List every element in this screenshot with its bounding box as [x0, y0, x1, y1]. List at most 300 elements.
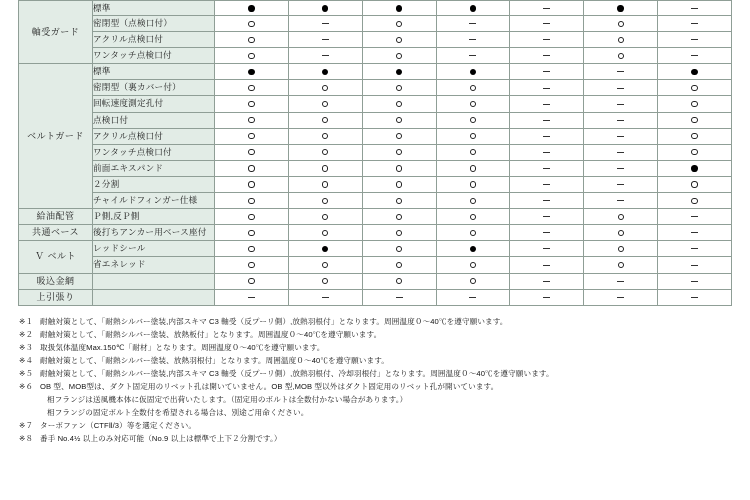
footnote [19, 367, 735, 380]
availability-cell [215, 1, 289, 16]
availability-cell [362, 160, 436, 176]
availability-cell [584, 241, 658, 257]
open-circle-icon [396, 149, 402, 155]
dash-icon [617, 152, 624, 153]
open-circle-icon [470, 278, 476, 284]
availability-cell [584, 1, 658, 16]
open-circle-icon [470, 85, 476, 91]
availability-cell [658, 160, 732, 176]
open-circle-icon [248, 246, 254, 252]
availability-cell [658, 273, 732, 289]
dash-icon [543, 281, 550, 282]
availability-cell [658, 209, 732, 225]
availability-cell [288, 32, 362, 48]
dash-icon [469, 39, 476, 40]
availability-cell [288, 241, 362, 257]
filled-circle-icon [248, 69, 254, 75]
dash-icon [322, 39, 329, 40]
availability-cell [510, 289, 584, 305]
open-circle-icon [618, 53, 624, 59]
availability-cell [510, 241, 584, 257]
filled-circle-icon [470, 246, 476, 252]
open-circle-icon [396, 101, 402, 107]
availability-cell [658, 96, 732, 112]
availability-cell [584, 32, 658, 48]
option-label: ワンタッチ点検口付 [93, 48, 215, 64]
row-group-label: 吸込金網 [19, 273, 93, 289]
availability-cell [584, 225, 658, 241]
dash-icon [469, 23, 476, 24]
availability-cell [215, 32, 289, 48]
footnote [19, 315, 735, 328]
option-label: 密閉型（点検口付） [93, 16, 215, 32]
availability-cell [362, 112, 436, 128]
filled-circle-icon [691, 165, 697, 171]
dash-icon [543, 39, 550, 40]
availability-cell [584, 80, 658, 96]
option-label: 標準 [93, 1, 215, 16]
open-circle-icon [248, 181, 254, 187]
dash-icon [248, 297, 255, 298]
availability-cell [510, 144, 584, 160]
option-label: ワンタッチ点検口付 [93, 144, 215, 160]
availability-cell [584, 112, 658, 128]
availability-cell [215, 209, 289, 225]
table-row [19, 48, 732, 64]
open-circle-icon [470, 165, 476, 171]
dash-icon [543, 104, 550, 105]
availability-cell [510, 225, 584, 241]
open-circle-icon [248, 214, 254, 220]
availability-cell [215, 289, 289, 305]
availability-cell [510, 80, 584, 96]
footnote-line: 取扱気体温度Max.150℃「耐材」となります。周囲温度０〜40℃を遵守願います。 [40, 342, 325, 352]
open-circle-icon [618, 214, 624, 220]
dash-icon [543, 71, 550, 72]
table-row [19, 241, 732, 257]
footnote [19, 432, 735, 445]
availability-cell [584, 209, 658, 225]
availability-cell [510, 209, 584, 225]
footnote-marker: ※７ [19, 421, 34, 431]
open-circle-icon [470, 149, 476, 155]
availability-cell [362, 144, 436, 160]
table-row [19, 96, 732, 112]
footnote-text [40, 354, 735, 367]
availability-cell [436, 225, 510, 241]
open-circle-icon [248, 133, 254, 139]
open-circle-icon [322, 198, 328, 204]
table-row [19, 160, 732, 176]
dash-icon [691, 216, 698, 217]
availability-cell [658, 144, 732, 160]
availability-cell [215, 128, 289, 144]
open-circle-icon [396, 133, 402, 139]
availability-cell [584, 257, 658, 273]
open-circle-icon [248, 198, 254, 204]
open-circle-icon [691, 101, 697, 107]
availability-cell [362, 48, 436, 64]
dash-icon [543, 265, 550, 266]
footnote-text [40, 367, 735, 380]
filled-circle-icon [396, 69, 402, 75]
open-circle-icon [691, 133, 697, 139]
availability-cell [436, 144, 510, 160]
open-circle-icon [470, 198, 476, 204]
open-circle-icon [248, 101, 254, 107]
availability-cell [288, 257, 362, 273]
footnote-marker: ※１ [19, 316, 34, 326]
dash-icon [617, 200, 624, 201]
dash-icon [543, 200, 550, 201]
open-circle-icon [248, 149, 254, 155]
dash-icon [617, 297, 624, 298]
open-circle-icon [396, 85, 402, 91]
option-label: 点検口付 [93, 112, 215, 128]
option-label: 密閉型（裏カバー付） [93, 80, 215, 96]
footnote-marker: ※３ [19, 342, 34, 352]
dash-icon [322, 297, 329, 298]
availability-cell [584, 160, 658, 176]
open-circle-icon [396, 230, 402, 236]
open-circle-icon [322, 278, 328, 284]
option-label: 回転速度測定孔付 [93, 96, 215, 112]
dash-icon [691, 39, 698, 40]
availability-cell [215, 176, 289, 192]
open-circle-icon [618, 230, 624, 236]
footnote-text [40, 419, 735, 432]
open-circle-icon [691, 117, 697, 123]
dash-icon [322, 55, 329, 56]
availability-cell [584, 193, 658, 209]
availability-cell [510, 273, 584, 289]
option-label: レッドシール [93, 241, 215, 257]
open-circle-icon [618, 21, 624, 27]
dash-icon [543, 8, 550, 9]
availability-cell [436, 80, 510, 96]
availability-cell [215, 48, 289, 64]
filled-circle-icon [322, 5, 328, 11]
availability-cell [510, 1, 584, 16]
dash-icon [543, 232, 550, 233]
availability-cell [658, 64, 732, 80]
open-circle-icon [396, 262, 402, 268]
availability-cell [658, 48, 732, 64]
availability-cell [215, 257, 289, 273]
table-row [19, 144, 732, 160]
availability-cell [584, 64, 658, 80]
availability-cell [288, 193, 362, 209]
availability-cell [288, 80, 362, 96]
footnote-text [40, 432, 735, 445]
option-label: 省エネレッド [93, 257, 215, 273]
open-circle-icon [322, 181, 328, 187]
footnote [19, 419, 735, 432]
availability-cell [215, 112, 289, 128]
table-row [19, 128, 732, 144]
dash-icon [691, 232, 698, 233]
availability-cell [584, 176, 658, 192]
dash-icon [617, 71, 624, 72]
option-label: ２分割 [93, 176, 215, 192]
availability-cell [436, 160, 510, 176]
dash-icon [617, 104, 624, 105]
dash-icon [617, 184, 624, 185]
availability-cell [215, 80, 289, 96]
table-row [19, 32, 732, 48]
footnote-marker: ※６ [19, 381, 34, 391]
availability-cell [288, 160, 362, 176]
filled-circle-icon [470, 69, 476, 75]
availability-cell [288, 128, 362, 144]
open-circle-icon [248, 21, 254, 27]
filled-circle-icon [470, 5, 476, 11]
availability-cell [436, 289, 510, 305]
table-row [19, 112, 732, 128]
option-label: 標準 [93, 64, 215, 80]
filled-circle-icon [396, 5, 402, 11]
availability-cell [288, 289, 362, 305]
open-circle-icon [322, 133, 328, 139]
availability-cell [288, 112, 362, 128]
footnote-line: ターボファン（CTFⅡ/3）等を選定ください。 [40, 421, 197, 431]
table-row [19, 273, 732, 289]
availability-cell [584, 96, 658, 112]
open-circle-icon [470, 181, 476, 187]
availability-cell [510, 16, 584, 32]
row-group-label: ベルトガード [19, 64, 93, 209]
dash-icon [543, 168, 550, 169]
dash-icon [543, 120, 550, 121]
dash-icon [691, 281, 698, 282]
open-circle-icon [470, 230, 476, 236]
footnote-line: 耐触対策として、「耐熱シルバー塗装,内部スキマ C3 軸受（反プーリ側）,放熱羽根付」となります。周囲温度０〜40℃を遵守願います。 [40, 316, 508, 326]
open-circle-icon [691, 181, 697, 187]
open-circle-icon [396, 214, 402, 220]
availability-cell [510, 193, 584, 209]
footnote [19, 380, 735, 419]
option-label: アクリル点検口付 [93, 32, 215, 48]
open-circle-icon [322, 85, 328, 91]
availability-cell [584, 16, 658, 32]
open-circle-icon [248, 53, 254, 59]
row-group-label: Ｖ ベルト [19, 241, 93, 273]
availability-cell [215, 16, 289, 32]
option-label: 後打ちアンカー用ベース座付 [93, 225, 215, 241]
dash-icon [691, 297, 698, 298]
footnote-line: 番手 No.4½ 以上のみ対応可能（No.9 以上は標準で上下２分割です。） [40, 434, 282, 444]
dash-icon [543, 88, 550, 89]
availability-cell [362, 64, 436, 80]
dash-icon [543, 297, 550, 298]
availability-cell [510, 112, 584, 128]
availability-cell [362, 1, 436, 16]
open-circle-icon [618, 246, 624, 252]
availability-cell [288, 1, 362, 16]
availability-cell [436, 209, 510, 225]
availability-cell [436, 112, 510, 128]
availability-cell [658, 112, 732, 128]
dash-icon [691, 8, 698, 9]
availability-cell [215, 64, 289, 80]
open-circle-icon [322, 117, 328, 123]
open-circle-icon [691, 198, 697, 204]
availability-cell [215, 241, 289, 257]
footnote-marker: ※５ [19, 368, 34, 378]
open-circle-icon [248, 278, 254, 284]
availability-cell [510, 160, 584, 176]
open-circle-icon [322, 165, 328, 171]
availability-cell [510, 257, 584, 273]
footnote-text [40, 341, 735, 354]
open-circle-icon [396, 37, 402, 43]
open-circle-icon [396, 21, 402, 27]
table-row [19, 289, 732, 305]
availability-cell [584, 273, 658, 289]
table-row [19, 80, 732, 96]
table-row [19, 225, 732, 241]
availability-cell [584, 128, 658, 144]
availability-cell [362, 241, 436, 257]
open-circle-icon [396, 53, 402, 59]
availability-cell [362, 176, 436, 192]
availability-cell [288, 176, 362, 192]
availability-cell [362, 16, 436, 32]
availability-cell [288, 209, 362, 225]
availability-cell [436, 128, 510, 144]
availability-cell [436, 1, 510, 16]
availability-cell [215, 193, 289, 209]
availability-cell [215, 225, 289, 241]
availability-cell [288, 96, 362, 112]
availability-cell [288, 273, 362, 289]
availability-cell [436, 48, 510, 64]
footnote-line: 耐触対策として、「耐熱シルバー塗装、放熱羽根付」となります。周囲温度０〜40℃を遵守願います。 [40, 355, 389, 365]
footnote-marker: ※８ [19, 434, 34, 444]
table-row [19, 193, 732, 209]
dash-icon [322, 23, 329, 24]
dash-icon [617, 281, 624, 282]
availability-cell [436, 273, 510, 289]
availability-cell [362, 128, 436, 144]
availability-cell [510, 96, 584, 112]
dash-icon [543, 184, 550, 185]
footnote-text [40, 380, 735, 419]
option-label: チャイルドフィンガー仕様 [93, 193, 215, 209]
open-circle-icon [322, 230, 328, 236]
open-circle-icon [618, 37, 624, 43]
availability-cell [362, 80, 436, 96]
filled-circle-icon [322, 69, 328, 75]
open-circle-icon [470, 101, 476, 107]
dash-icon [396, 297, 403, 298]
availability-cell [510, 64, 584, 80]
open-circle-icon [322, 101, 328, 107]
open-circle-icon [248, 117, 254, 123]
availability-cell [436, 257, 510, 273]
dash-icon [617, 136, 624, 137]
availability-cell [362, 225, 436, 241]
filled-circle-icon [322, 246, 328, 252]
filled-circle-icon [617, 5, 623, 11]
dash-icon [543, 23, 550, 24]
open-circle-icon [396, 165, 402, 171]
dash-icon [543, 55, 550, 56]
availability-cell [584, 289, 658, 305]
option-label: Ｐ側,反Ｐ側 [93, 209, 215, 225]
availability-cell [658, 32, 732, 48]
availability-cell [288, 16, 362, 32]
availability-cell [215, 144, 289, 160]
open-circle-icon [470, 117, 476, 123]
open-circle-icon [470, 262, 476, 268]
footnotes-block [19, 315, 735, 445]
availability-cell [436, 96, 510, 112]
specification-table [18, 0, 732, 306]
availability-cell [584, 144, 658, 160]
table-body [19, 1, 732, 306]
row-group-label: 上引張り [19, 289, 93, 305]
footnote-line: 相フランジは送風機本体に仮固定で出荷いたします。（固定用のボルトは全数付かない場合があります。） [47, 394, 408, 404]
availability-cell [658, 176, 732, 192]
availability-cell [510, 128, 584, 144]
availability-cell [436, 176, 510, 192]
footnote-line: OB 型、MOB型は、ダクト固定用のリベット孔は開いていません。OB 型,MOB 型以外はダクト固定用のリベット孔が開いています。 [40, 381, 499, 391]
dash-icon [691, 265, 698, 266]
availability-cell [362, 32, 436, 48]
open-circle-icon [248, 230, 254, 236]
filled-circle-icon [248, 5, 254, 11]
open-circle-icon [322, 214, 328, 220]
availability-cell [362, 193, 436, 209]
open-circle-icon [396, 117, 402, 123]
open-circle-icon [470, 133, 476, 139]
open-circle-icon [396, 198, 402, 204]
open-circle-icon [248, 262, 254, 268]
availability-cell [658, 128, 732, 144]
footnote-line: 耐触対策として、「耐熱シルバー塗装、放熱板付」となります。周囲温度０〜40℃を遵守願います。 [40, 329, 382, 339]
dash-icon [543, 216, 550, 217]
option-label: 前面エキスパンド [93, 160, 215, 176]
option-label: アクリル点検口付 [93, 128, 215, 144]
row-group-label: 共通ベース [19, 225, 93, 241]
footnote-line: 耐触対策として、「耐熱シルバー塗装,内部スキマ C3 軸受（反プーリ側）,放熱羽根付、冷却羽根付」となります。周囲温度０〜40℃を遵守願います。 [40, 368, 554, 378]
table-row [19, 209, 732, 225]
footnote-marker: ※２ [19, 329, 34, 339]
open-circle-icon [470, 214, 476, 220]
availability-cell [362, 96, 436, 112]
table-row [19, 257, 732, 273]
open-circle-icon [322, 262, 328, 268]
filled-circle-icon [691, 69, 697, 75]
availability-cell [584, 48, 658, 64]
footnote [19, 341, 735, 354]
availability-cell [288, 144, 362, 160]
availability-cell [658, 257, 732, 273]
footnote-line: 相フランジの固定ボルト全数付を希望される場合は、別途ご用命ください。 [47, 408, 309, 418]
availability-cell [362, 209, 436, 225]
availability-cell [436, 241, 510, 257]
footnote-text [40, 315, 735, 328]
footnote-text [40, 328, 735, 341]
option-label [93, 289, 215, 305]
availability-cell [362, 289, 436, 305]
row-group-label: 給油配管 [19, 209, 93, 225]
dash-icon [469, 297, 476, 298]
dash-icon [691, 23, 698, 24]
dash-icon [543, 136, 550, 137]
availability-cell [215, 96, 289, 112]
